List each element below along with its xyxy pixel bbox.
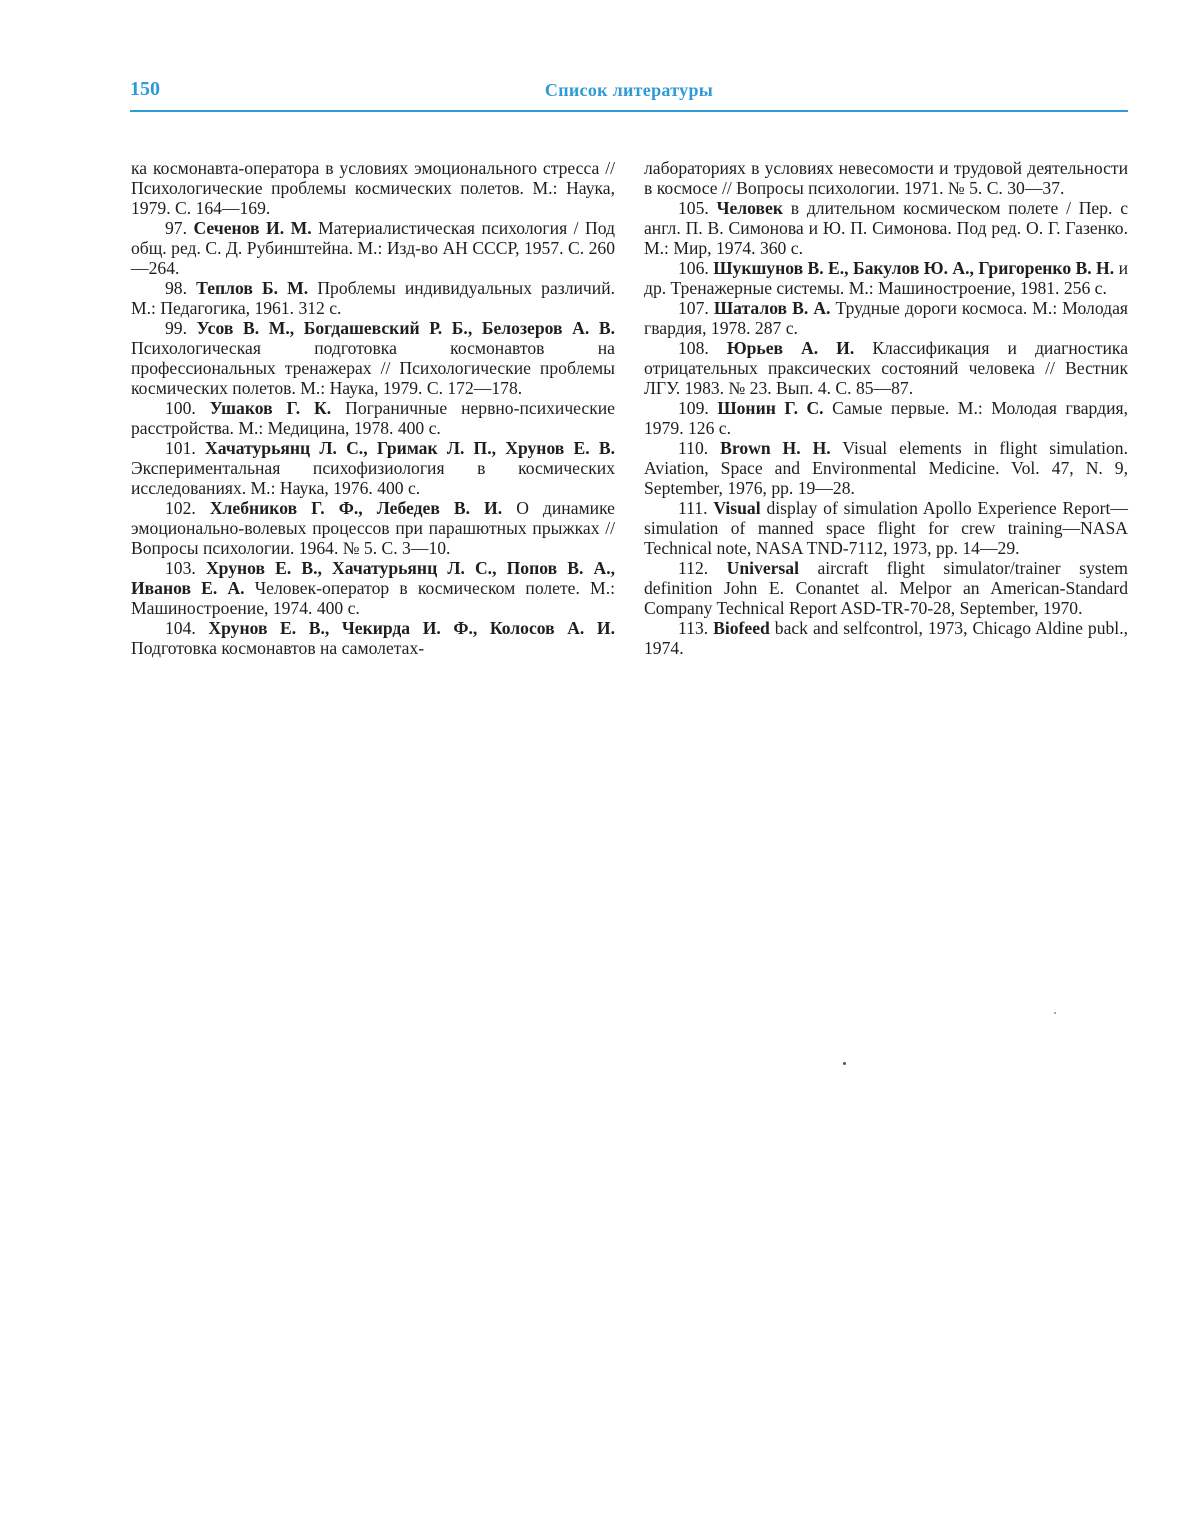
reference-entry: 108. Юрьев А. И. Классификация и диагностика отрицательных праксических состояний человека // Вестник ЛГУ. 1983. № 23. Вып. 4. С. 85—87. <box>644 338 1129 398</box>
reference-author: Хлебников Г. Ф., Лебедев В. И. <box>209 498 503 518</box>
reference-continuation: ка космонавта-оператора в условиях эмоционального стресса // Психологические проблемы космических полетов. М.: Наука, 1979. С. 164—169. <box>131 158 615 218</box>
reference-continuation: лабораториях в условиях невесомости и трудовой деятельности в космосе // Вопросы психологии. 1971. № 5. С. 30—37. <box>644 158 1128 198</box>
reference-entry: 99. Усов В. М., Богдашевский Р. Б., Белозеров А. В. Психологическая подготовка космонавтов на профессиональных тренажерах // Психологические проблемы космических полетов. М.: Наука, 1979. С. 172—178. <box>131 318 615 398</box>
header-rule <box>130 110 1128 112</box>
reference-entry: 100. Ушаков Г. К. Пограничные нервно-психические расстройства. М.: Медицина, 1978. 400 с. <box>131 398 615 438</box>
reference-entry: 107. Шаталов В. А. Трудные дороги космоса. М.: Молодая гвардия, 1978. 287 с. <box>644 298 1128 338</box>
reference-author: Ушаков Г. К. <box>209 398 332 418</box>
reference-author: Теплов Б. М. <box>196 278 309 298</box>
reference-entry: 98. Теплов Б. М. Проблемы индивидуальных различий. М.: Педагогика, 1961. 312 с. <box>131 278 616 318</box>
reference-author: Biofeed <box>713 618 770 638</box>
reference-author: Хачатурьянц Л. С., Гримак Л. П., Хрунов Е. В. <box>205 438 615 458</box>
reference-entry: 111. Visual display of simulation Apollo Experience Report—simulation of manned space flight for crew training—NASA Technical note, NASA TND-7112, 1973, pp. 14—29. <box>644 498 1128 558</box>
reference-author: Человек <box>716 198 783 218</box>
reference-author: Хрунов Е. В., Чекирда И. Ф., Колосов А. И. <box>208 618 615 638</box>
reference-author: Шонин Г. С. <box>717 398 824 418</box>
reference-author: Brown H. H. <box>720 438 831 458</box>
reference-entry: 113. Biofeed back and selfcontrol, 1973, Chicago Aldine publ., 1974. <box>644 618 1128 658</box>
running-head: Список литературы <box>544 80 714 100</box>
reference-author: Хрунов Е. В., Хачатурьянц Л. С., Попов В. А., Иванов Е. А. <box>131 558 615 598</box>
reference-entry: 104. Хрунов Е. В., Чекирда И. Ф., Колосов А. И. Подготовка космонавтов на самолетах- <box>131 618 615 658</box>
reference-entry: 106. Шукшунов В. Е., Бакулов Ю. А., Григоренко В. Н. и др. Тренажерные системы. М.: Машиностроение, 1981. 256 с. <box>644 258 1128 298</box>
reference-author: Шаталов В. А. <box>713 298 831 318</box>
reference-entry: 105. Человек в длительном космическом полете / Пер. с англ. П. В. Симонова и Ю. П. Симонова. Под ред. О. Г. Газенко. М.: Мир, 1974. 360 с. <box>644 198 1129 258</box>
reference-entry: 102. Хлебников Г. Ф., Лебедев В. И. О динамике эмоционально-волевых процессов при парашютных прыжках // Вопросы психологии. 1964. № 5. С. 3—10. <box>131 498 615 558</box>
reference-author: Universal <box>726 558 799 578</box>
page-number: 150 <box>130 78 160 100</box>
scan-speck <box>843 1062 846 1065</box>
reference-author: Юрьев А. И. <box>726 338 855 358</box>
reference-entry: 112. Universal aircraft flight simulator/trainer system definition John E. Conantet al. Melpor an American-Standard Company Technical Report ASD-TR-70-28, September, 1970. <box>644 558 1128 618</box>
reference-entry: 110. Brown H. H. Visual elements in flight simulation. Aviation, Space and Environmental Medicine. Vol. 47, N. 9, September, 1976, pp. 19—28. <box>644 438 1128 498</box>
reference-author: Сеченов И. М. <box>193 218 312 238</box>
reference-entry: 109. Шонин Г. С. Самые первые. М.: Молодая гвардия, 1979. 126 с. <box>644 398 1128 438</box>
reference-author: Visual <box>713 498 761 518</box>
reference-author: Усов В. М., Богдашевский Р. Б., Белозеров А. В. <box>196 318 615 338</box>
reference-entry: 101. Хачатурьянц Л. С., Гримак Л. П., Хрунов Е. В. Экспериментальная психофизиология в космических исследованиях. М.: Наука, 1976. 400 с. <box>131 438 615 498</box>
reference-entry: 103. Хрунов Е. В., Хачатурьянц Л. С., Попов В. А., Иванов Е. А. Человек-оператор в космическом полете. М.: Машиностроение, 1974. 400 с. <box>131 558 615 618</box>
page-header <box>130 78 1128 110</box>
scan-speck <box>1054 1012 1056 1014</box>
right-column <box>644 158 1128 658</box>
reference-author: Шукшунов В. Е., Бакулов Ю. А., Григоренко В. Н. <box>713 258 1115 278</box>
left-column <box>131 158 615 658</box>
reference-entry: 97. Сеченов И. М. Материалистическая психология / Под общ. ред. С. Д. Рубинштейна. М.: Изд-во АН СССР, 1957. С. 260—264. <box>131 218 616 278</box>
